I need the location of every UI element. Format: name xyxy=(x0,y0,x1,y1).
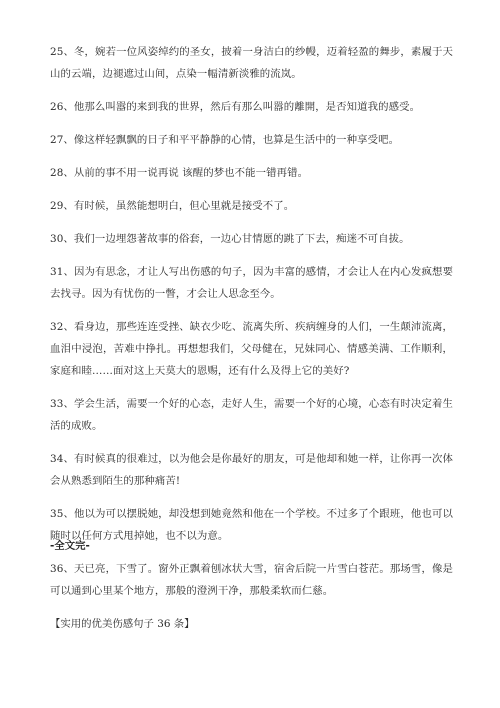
collection-title: 【实用的优美伤感句子 36 条】 xyxy=(50,618,195,630)
paragraph-32: 32、看身边，那些连连受挫、缺衣少吃、流离失所、疾病缠身的人们，一生颠沛流离，血泪中浸泡，苦难中挣扎。再想想我们，父母健在，兄妹同心、情感美满、工作顺利，家庭和睦……面对这上天莫大的恩赐，还有什么及得上它的美好? xyxy=(50,321,453,377)
paragraph-33: 33、学会生活，需要一个好的心态，走好人生，需要一个好的心境，心态有时决定着生活的成败。 xyxy=(50,398,453,432)
paragraph-35: 35、他以为可以摆脱她，却没想到她竟然和他在一个学校。不过多了个跟班，他也可以随时以任何方式甩掉她，也不以为意。 xyxy=(50,508,453,542)
paragraph-26: 26、他那么叫嚣的来到我的世界，然后有那么叫嚣的離開，是否知道我的感受。 xyxy=(50,101,421,113)
paragraph-28: 28、从前的事不用一说再说 该醒的梦也不能一错再错。 xyxy=(50,167,309,179)
paragraph-36: 36、天已亮，下雪了。窗外正飘着刨冰状大雪，宿舍后院一片雪白苍茫。那场雪，像是可以通到心里某个地方，那般的澄洌干净，那般柔软而仁慈。 xyxy=(50,563,453,597)
end-of-document-mark: -全文完- xyxy=(50,540,90,552)
paragraph-29: 29、有时候，虽然能想明白，但心里就是接受不了。 xyxy=(50,200,295,212)
paragraph-27: 27、像这样轻飘飘的日子和平平静静的心情，也算是生活中的一种享受吧。 xyxy=(50,134,400,146)
paragraph-31: 31、因为有思念，才让人写出伤感的句子，因为丰富的感情，才会让人在内心发疯想要去找寻。因为有忧伤的一瞥，才会让人思念至今。 xyxy=(50,266,453,300)
document-body xyxy=(50,41,453,645)
paragraph-34: 34、有时候真的很难过，以为他会是你最好的朋友，可是他却和她一样，让你再一次体会从熟悉到陌生的那种痛苦! xyxy=(50,453,453,487)
paragraph-25: 25、冬，婉若一位风姿绰约的圣女，披着一身洁白的纱幔，迈着轻盈的舞步，素履于天山的云端，边褪遮过山间，点染一幅清新淡雅的流岚。 xyxy=(50,46,453,80)
paragraph-30: 30、我们一边埋怨著故事的俗套，一边心甘情愿的跳了下去，痴迷不可自拔。 xyxy=(50,233,410,245)
